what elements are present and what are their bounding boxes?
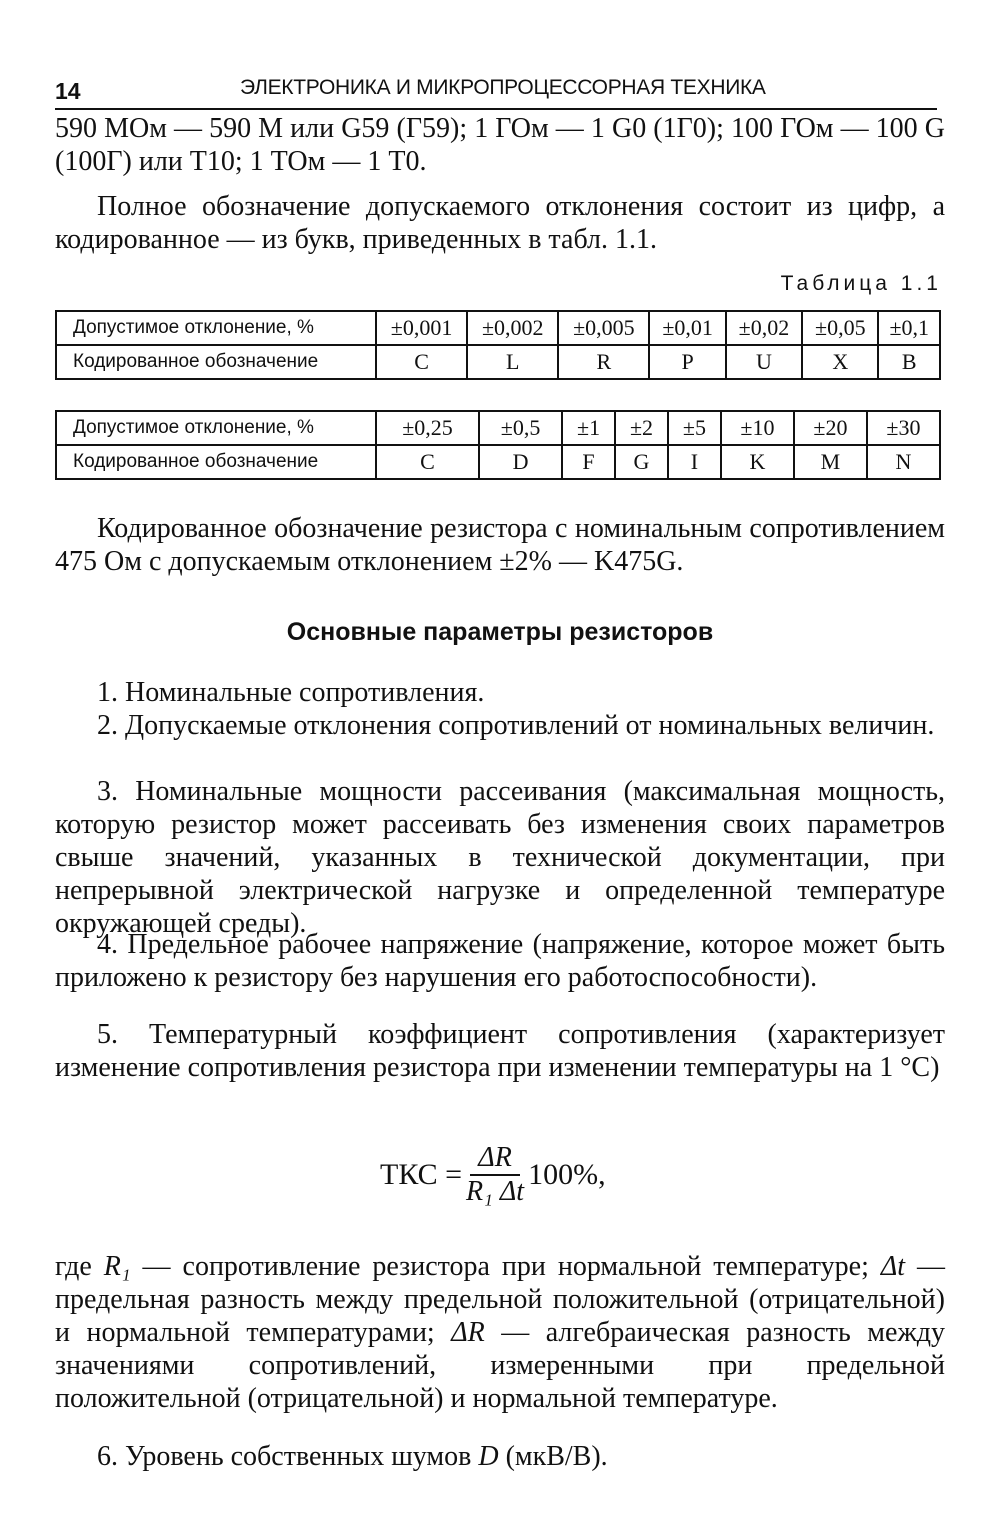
tolerance-table-2 — [55, 410, 941, 480]
symbol-dt: Δt — [880, 1251, 906, 1282]
page-header — [55, 72, 937, 110]
table-cell: K — [721, 445, 794, 479]
table-cell: ±0,1 — [878, 311, 940, 345]
table-cell: I — [668, 445, 721, 479]
list-item: 4. Предельное рабочее напряжение (напряжение, которое может быть приложено к резистору без нарушения его работоспособности). — [55, 929, 945, 993]
table-row — [56, 345, 940, 379]
table-cell: ±0,05 — [802, 311, 878, 345]
table-cell: N — [867, 445, 940, 479]
table-cell: ±0,25 — [376, 411, 479, 445]
where-text: — предельная разность между предельной положительной (отрицательной) и нормальной температурами; — [55, 1251, 946, 1348]
row-label: Допустимое отклонение, % — [56, 311, 376, 345]
table-cell: ±20 — [794, 411, 867, 445]
where-paragraph — [55, 1250, 945, 1415]
row-label: Кодированное обозначение — [56, 345, 376, 379]
row-label: Кодированное обозначение — [56, 445, 376, 479]
where-text: — сопротивление резистора при нормальной температуре; — [142, 1251, 869, 1282]
table-cell: U — [726, 345, 802, 379]
list-item: 1. Номинальные сопротивления. — [97, 677, 485, 708]
table-cell: X — [802, 345, 878, 379]
formula-denominator: R₁ Δt — [466, 1176, 525, 1207]
formula-lhs: ТКС = — [380, 1158, 463, 1191]
table-cell: R — [558, 345, 649, 379]
formula-fraction — [466, 1142, 524, 1208]
table-cell: G — [615, 445, 668, 479]
item-6-suffix: (мкВ/В). — [505, 1441, 608, 1472]
formula-rhs: 100%, — [528, 1158, 606, 1191]
table-row — [56, 411, 940, 445]
table-cell: C — [376, 445, 479, 479]
table-cell: L — [467, 345, 558, 379]
symbol-dr: ΔR — [451, 1317, 485, 1348]
table-cell: ±0,01 — [649, 311, 725, 345]
table-cell: ±0,5 — [479, 411, 562, 445]
example-paragraph: Кодированное обозначение резистора с номинальным сопротивлением 475 Ом с допускаемым отклонением ±2% — K475G. — [55, 513, 945, 577]
symbol-r1: R₁ — [103, 1251, 131, 1282]
table-cell: ±10 — [721, 411, 794, 445]
symbol-d: D — [478, 1441, 499, 1472]
intro-paragraph: Полное обозначение допускаемого отклонения состоит из цифр, а кодированное — из букв, приведенных в табл. 1.1. — [55, 191, 945, 255]
tolerance-table-1 — [55, 310, 941, 380]
table-row — [56, 445, 940, 479]
intro-line: 590 МОм — 590 М или G59 (Г59); 1 ГОм — 1 G0 (1Г0); 100 ГОм — 100 G (100Г) или Т10; 1 ТОм — 1 Т0. — [55, 113, 945, 177]
item-6-prefix: 6. Уровень собственных шумов — [97, 1441, 472, 1472]
running-title: ЭЛЕКТРОНИКА И МИКРОПРОЦЕССОРНАЯ ТЕХНИКА — [240, 76, 766, 99]
list-item: 2. Допускаемые отклонения сопротивлений от номинальных величин. — [97, 710, 935, 741]
tks-formula — [380, 1140, 606, 1210]
where-text: где — [55, 1251, 92, 1282]
table-cell: ±0,002 — [467, 311, 558, 345]
where-text: — алгебраическая разность между значениями сопротивлений, измеренными при предельной положительной (отрицательной) и нормальной температуре. — [55, 1317, 946, 1414]
table-cell: ±2 — [615, 411, 668, 445]
list-item — [55, 1440, 945, 1473]
page-number: 14 — [55, 78, 81, 104]
table-cell: C — [376, 345, 467, 379]
list-item: 5. Температурный коэффициент сопротивления (характеризует изменение сопротивления резистора при изменении температуры на 1 °C) — [55, 1019, 945, 1083]
formula-numerator: ΔR — [470, 1142, 520, 1176]
table-cell: ±0,001 — [376, 311, 467, 345]
table-cell: ±5 — [668, 411, 721, 445]
row-label: Допустимое отклонение, % — [56, 411, 376, 445]
table-cell: ±1 — [562, 411, 615, 445]
list-item: 3. Номинальные мощности рассеивания (максимальная мощность, которую резистор может рассеивать без изменения своих параметров свыше значений, указанных в технической документации, при непрерывной электрической нагрузке и определенной температуре окружающей среды). — [55, 776, 945, 939]
table-caption: Таблица 1.1 — [780, 272, 942, 295]
table-cell: ±0,005 — [558, 311, 649, 345]
table-cell: ±30 — [867, 411, 940, 445]
table-cell: D — [479, 445, 562, 479]
table-cell: F — [562, 445, 615, 479]
section-title: Основные параметры резисторов — [286, 618, 714, 646]
table-cell: M — [794, 445, 867, 479]
table-cell: P — [649, 345, 725, 379]
table-cell: ±0,02 — [726, 311, 802, 345]
table-cell: B — [878, 345, 940, 379]
table-row — [56, 311, 940, 345]
